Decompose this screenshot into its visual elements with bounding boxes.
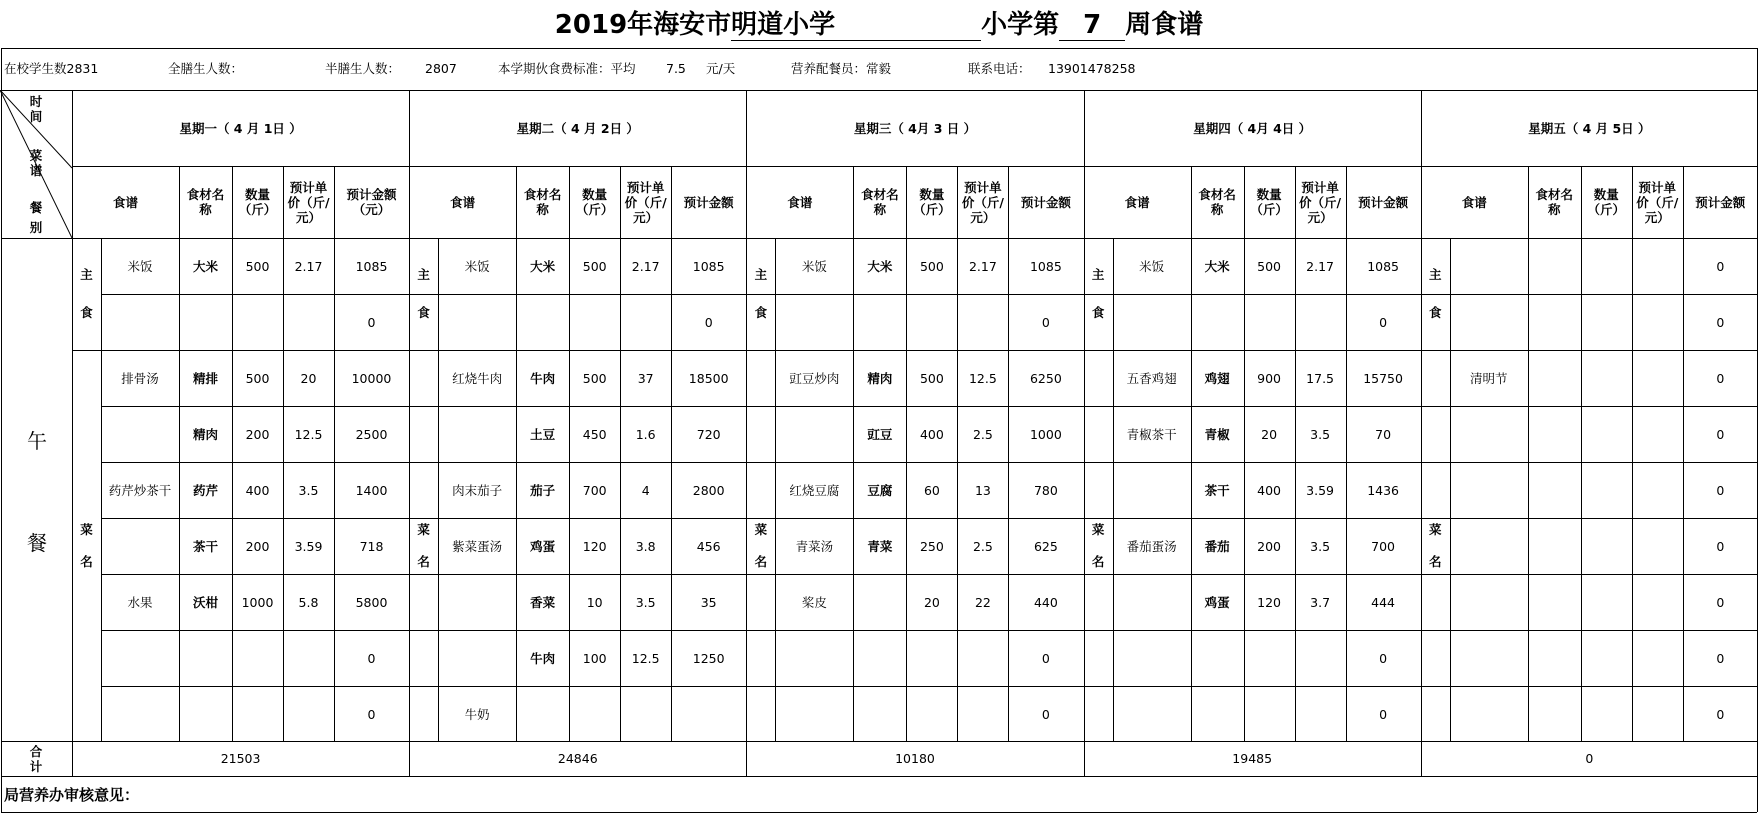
dish-quantity-cell: 1000 bbox=[241, 594, 274, 610]
dish-quantity-cell bbox=[1581, 462, 1632, 518]
dish-ingredient-cell: 精排 bbox=[192, 370, 218, 386]
staple-label: 主食 bbox=[80, 267, 93, 320]
dish-amount-cell: 0 bbox=[1716, 482, 1725, 498]
dish-amount-cell: 1400 bbox=[355, 482, 388, 498]
dish-amount-cell: 444 bbox=[1371, 594, 1396, 610]
dish-ingredient-cell: 茶干 bbox=[1204, 482, 1230, 498]
dish-ingredient-cell: 豆腐 bbox=[867, 482, 893, 498]
dish-unit-price-cell bbox=[1632, 518, 1683, 574]
dish-unit-price-cell: 3.59 bbox=[294, 538, 323, 554]
dish-unit-price-cell bbox=[1632, 462, 1683, 518]
dish-recipe-cell: 五香鸡翅 bbox=[1126, 370, 1177, 386]
staple-label: 主食 bbox=[754, 267, 768, 320]
full-meal-count: 全膳生人数： bbox=[168, 61, 244, 76]
dish-quantity-cell: 400 bbox=[245, 482, 270, 498]
corner-meal-label: 餐别 bbox=[29, 200, 43, 235]
dish-amount-cell: 1250 bbox=[692, 650, 725, 666]
dish-recipe-cell bbox=[1113, 574, 1191, 630]
amount-header: 预计金额 bbox=[1358, 194, 1409, 210]
staple-ingredient-cell bbox=[179, 294, 232, 350]
dish-amount-cell: 35 bbox=[700, 594, 717, 610]
dish-quantity-cell bbox=[1581, 630, 1632, 686]
dish-ingredient-cell: 豇豆 bbox=[867, 426, 893, 442]
dish-unit-price-cell: 3.5 bbox=[298, 482, 319, 498]
dish-unit-price-cell: 3.8 bbox=[635, 538, 656, 554]
dish-quantity-cell: 120 bbox=[582, 538, 607, 554]
staple-recipe-cell: 米饭 bbox=[1139, 258, 1165, 274]
dish-recipe-cell bbox=[438, 406, 516, 462]
dish-unit-price-cell: 22 bbox=[974, 594, 991, 610]
nutrition-staff: 营养配餐员：常毅 bbox=[791, 61, 892, 76]
dish-quantity-cell bbox=[569, 686, 620, 742]
dish-ingredient-cell bbox=[1528, 462, 1581, 518]
dish-amount-cell: 0 bbox=[1379, 650, 1388, 666]
staple-quantity-cell: 500 bbox=[245, 258, 270, 274]
dish-amount-cell: 720 bbox=[696, 426, 721, 442]
day-header: 星期四（ 4月 4日 ） bbox=[1193, 120, 1312, 136]
dish-unit-price-cell: 13 bbox=[974, 482, 991, 498]
dish-ingredient-cell: 鸡翅 bbox=[1204, 370, 1230, 386]
staple-ingredient-cell bbox=[1528, 294, 1581, 350]
dish-quantity-cell bbox=[906, 686, 957, 742]
dish-amount-cell: 0 bbox=[1716, 706, 1725, 722]
dish-recipe-cell bbox=[1113, 462, 1191, 518]
staple-ingredient-cell: 大米 bbox=[192, 258, 218, 274]
dish-quantity-cell: 200 bbox=[1257, 538, 1282, 554]
dish-recipe-cell: 青菜汤 bbox=[795, 538, 834, 554]
unit-price-header: 预计单价（斤/元） bbox=[1636, 179, 1679, 225]
staple-recipe-cell bbox=[1450, 238, 1528, 294]
dish-label: 菜名 bbox=[1429, 522, 1442, 569]
half-meal-label: 半膳生人数： bbox=[325, 61, 401, 76]
dish-recipe-cell: 桨皮 bbox=[801, 594, 827, 610]
title-week: 7 bbox=[1059, 10, 1125, 41]
staple-quantity-cell: 500 bbox=[1257, 258, 1282, 274]
dish-ingredient-cell bbox=[1528, 630, 1581, 686]
dish-quantity-cell bbox=[906, 630, 957, 686]
day-total-value: 10180 bbox=[895, 751, 935, 766]
dish-ingredient-cell: 香菜 bbox=[530, 594, 556, 610]
staple-label: 主食 bbox=[1091, 267, 1105, 320]
meal-label-meal: 餐 bbox=[27, 531, 47, 555]
dish-ingredient-cell: 药芹 bbox=[192, 482, 218, 498]
staple-unit-price-cell bbox=[283, 294, 334, 350]
staple-amount-cell: 0 bbox=[704, 314, 713, 330]
staple-label: 主食 bbox=[417, 267, 430, 320]
dish-unit-price-cell: 3.5 bbox=[1310, 426, 1331, 442]
dish-unit-price-cell bbox=[1632, 350, 1683, 406]
dish-ingredient-cell bbox=[1191, 630, 1244, 686]
dish-recipe-cell bbox=[775, 686, 853, 742]
staple-ingredient-cell bbox=[516, 294, 569, 350]
dish-recipe-cell: 豇豆炒肉 bbox=[789, 370, 840, 386]
dish-ingredient-cell bbox=[1191, 686, 1244, 742]
dish-amount-cell: 0 bbox=[1716, 538, 1725, 554]
title-prefix: 2019年海安市 bbox=[554, 10, 732, 40]
dish-unit-price-cell bbox=[957, 686, 1008, 742]
dish-amount-cell: 625 bbox=[1033, 538, 1058, 554]
dish-label: 菜名 bbox=[1091, 522, 1105, 569]
dish-amount-cell: 15750 bbox=[1363, 370, 1403, 386]
dish-ingredient-cell: 茄子 bbox=[530, 482, 556, 498]
staple-recipe-cell bbox=[1450, 294, 1528, 350]
staple-label: 主食 bbox=[1429, 267, 1442, 320]
amount-header: 预计金额 bbox=[1020, 194, 1071, 210]
dish-amount-cell bbox=[671, 686, 746, 742]
dish-recipe-cell bbox=[438, 574, 516, 630]
dish-unit-price-cell bbox=[1632, 686, 1683, 742]
fee-standard-label: 本学期伙食费标准：平均 bbox=[498, 61, 636, 76]
phone-number: 13901478258 bbox=[1048, 61, 1136, 76]
dish-unit-price-cell bbox=[620, 686, 671, 742]
corner-time-label: 时间 bbox=[29, 94, 43, 124]
dish-amount-cell: 2500 bbox=[355, 426, 388, 442]
recipe-header: 食谱 bbox=[1461, 194, 1487, 210]
dish-amount-cell: 0 bbox=[1716, 650, 1725, 666]
dish-ingredient-cell bbox=[179, 686, 232, 742]
dish-unit-price-cell bbox=[1295, 686, 1346, 742]
dish-ingredient-cell: 沃柑 bbox=[192, 594, 218, 610]
dish-recipe-cell bbox=[1113, 630, 1191, 686]
staple-amount-cell: 0 bbox=[1716, 314, 1725, 330]
ingredient-header: 食材名称 bbox=[186, 187, 225, 217]
dish-label: 菜名 bbox=[417, 522, 430, 569]
dish-quantity-cell: 450 bbox=[582, 426, 607, 442]
staple-recipe-cell bbox=[775, 294, 853, 350]
dish-unit-price-cell: 3.5 bbox=[1310, 538, 1331, 554]
day-header: 星期五（ 4 月 5日 ） bbox=[1528, 120, 1651, 136]
staple-ingredient-cell bbox=[853, 294, 906, 350]
dish-ingredient-cell: 青椒 bbox=[1204, 426, 1230, 442]
dish-amount-cell: 18500 bbox=[688, 370, 729, 386]
dish-ingredient-cell: 茶干 bbox=[192, 538, 218, 554]
dish-quantity-cell: 500 bbox=[245, 370, 270, 386]
dish-unit-price-cell: 2.5 bbox=[972, 426, 993, 442]
dish-recipe-cell bbox=[775, 630, 853, 686]
day-total-value: 21503 bbox=[220, 751, 261, 766]
dish-recipe-cell bbox=[1450, 630, 1528, 686]
staple-quantity-cell bbox=[906, 294, 957, 350]
staple-ingredient-cell bbox=[1191, 294, 1244, 350]
quantity-header: 数量（斤） bbox=[1250, 187, 1288, 217]
dish-unit-price-cell: 12.5 bbox=[631, 650, 660, 666]
border-top-info bbox=[1, 48, 1757, 49]
dish-amount-cell: 1436 bbox=[1367, 482, 1399, 498]
review-label: 局营养办审核意见： bbox=[4, 786, 140, 804]
staple-amount-cell: 0 bbox=[1716, 258, 1725, 274]
dish-ingredient-cell bbox=[516, 686, 569, 742]
dish-ingredient-cell: 鸡蛋 bbox=[530, 538, 556, 554]
dish-label: 菜名 bbox=[80, 522, 93, 569]
staple-quantity-cell: 500 bbox=[919, 258, 944, 274]
staple-recipe-cell bbox=[1113, 294, 1191, 350]
staple-quantity-cell bbox=[569, 294, 620, 350]
staple-unit-price-cell: 2.17 bbox=[631, 258, 660, 274]
day-total-value: 19485 bbox=[1232, 751, 1273, 766]
dish-recipe-cell: 青椒茶干 bbox=[1126, 426, 1177, 442]
dish-quantity-cell: 200 bbox=[245, 426, 270, 442]
dish-amount-cell: 700 bbox=[1371, 538, 1396, 554]
staple-quantity-cell bbox=[1244, 294, 1295, 350]
dish-quantity-cell bbox=[232, 630, 283, 686]
dish-amount-cell: 0 bbox=[1716, 594, 1725, 610]
dish-recipe-cell: 红烧牛肉 bbox=[452, 370, 503, 386]
staple-quantity-cell bbox=[1581, 238, 1632, 294]
dish-quantity-cell: 20 bbox=[1261, 426, 1278, 442]
border-left bbox=[1, 48, 2, 812]
staple-unit-price-cell bbox=[957, 294, 1008, 350]
dish-quantity-cell bbox=[1581, 574, 1632, 630]
dish-amount-cell: 0 bbox=[1716, 370, 1725, 386]
staple-amount-cell: 1085 bbox=[692, 258, 725, 274]
dish-recipe-cell bbox=[1450, 462, 1528, 518]
dish-recipe-cell: 水果 bbox=[127, 594, 153, 610]
amount-header: 预计金额 bbox=[1695, 194, 1746, 210]
dish-unit-price-cell: 37 bbox=[637, 370, 654, 386]
dish-quantity-cell bbox=[232, 686, 283, 742]
quantity-header: 数量（斤） bbox=[913, 187, 951, 217]
staple-ingredient-cell: 大米 bbox=[867, 258, 893, 274]
staple-amount-cell: 0 bbox=[1379, 314, 1388, 330]
dish-amount-cell: 0 bbox=[1716, 426, 1725, 442]
dish-quantity-cell: 500 bbox=[582, 370, 607, 386]
quantity-header: 数量（斤） bbox=[238, 187, 277, 217]
dish-unit-price-cell: 20 bbox=[300, 370, 317, 386]
dish-amount-cell: 0 bbox=[367, 706, 376, 722]
dish-quantity-cell: 700 bbox=[582, 482, 607, 498]
dish-unit-price-cell: 3.7 bbox=[1310, 594, 1331, 610]
staple-recipe-cell: 米饭 bbox=[464, 258, 490, 274]
staple-amount-cell: 1085 bbox=[1029, 258, 1062, 274]
dish-quantity-cell bbox=[1581, 518, 1632, 574]
dish-ingredient-cell: 精肉 bbox=[867, 370, 893, 386]
dish-amount-cell: 6250 bbox=[1029, 370, 1062, 386]
day-total-value: 24846 bbox=[557, 751, 598, 766]
dish-amount-cell: 70 bbox=[1375, 426, 1392, 442]
title-suffix: 周食谱 bbox=[1125, 10, 1204, 40]
staple-unit-price-cell: 2.17 bbox=[968, 258, 997, 274]
staple-ingredient-cell bbox=[1528, 238, 1581, 294]
amount-header: 预计金额 bbox=[683, 194, 734, 210]
recipe-header: 食谱 bbox=[112, 194, 138, 210]
staple-quantity-cell: 500 bbox=[582, 258, 607, 274]
dish-quantity-cell: 900 bbox=[1257, 370, 1282, 386]
staple-recipe-cell bbox=[438, 294, 516, 350]
dish-unit-price-cell: 3.59 bbox=[1306, 482, 1335, 498]
dish-amount-cell: 456 bbox=[696, 538, 721, 554]
dish-recipe-cell bbox=[438, 630, 516, 686]
dish-quantity-cell: 400 bbox=[919, 426, 944, 442]
dish-ingredient-cell bbox=[853, 686, 906, 742]
dish-recipe-cell bbox=[101, 406, 179, 462]
dish-ingredient-cell bbox=[179, 630, 232, 686]
dish-quantity-cell bbox=[1581, 406, 1632, 462]
dish-unit-price-cell: 17.5 bbox=[1306, 370, 1335, 386]
dish-recipe-cell bbox=[1450, 518, 1528, 574]
half-meal-value: 2807 bbox=[425, 61, 457, 76]
dish-recipe-cell bbox=[775, 406, 853, 462]
dish-quantity-cell bbox=[1581, 350, 1632, 406]
staple-quantity-cell bbox=[232, 294, 283, 350]
dish-quantity-cell: 20 bbox=[923, 594, 940, 610]
dish-amount-cell: 440 bbox=[1033, 594, 1058, 610]
dish-quantity-cell: 120 bbox=[1257, 594, 1282, 610]
dish-ingredient-cell bbox=[1528, 574, 1581, 630]
dish-ingredient-cell bbox=[1528, 350, 1581, 406]
dish-ingredient-cell bbox=[1528, 518, 1581, 574]
amount-header: 预计金额（元） bbox=[346, 187, 397, 217]
dish-unit-price-cell bbox=[283, 686, 334, 742]
dish-quantity-cell bbox=[1581, 686, 1632, 742]
dish-amount-cell: 0 bbox=[1379, 706, 1388, 722]
staple-amount-cell: 0 bbox=[1041, 314, 1050, 330]
dish-quantity-cell bbox=[1244, 630, 1295, 686]
dish-recipe-cell: 药芹炒茶干 bbox=[108, 482, 172, 498]
dish-ingredient-cell: 精肉 bbox=[192, 426, 218, 442]
ingredient-header: 食材名称 bbox=[523, 187, 562, 217]
dish-unit-price-cell: 3.5 bbox=[635, 594, 656, 610]
dish-recipe-cell: 清明节 bbox=[1470, 370, 1508, 386]
dish-ingredient-cell bbox=[1528, 686, 1581, 742]
dish-ingredient-cell: 番茄 bbox=[1204, 538, 1230, 554]
staple-recipe-cell: 米饭 bbox=[127, 258, 153, 274]
dish-unit-price-cell bbox=[1295, 630, 1346, 686]
dish-unit-price-cell: 12.5 bbox=[968, 370, 997, 386]
recipe-header: 食谱 bbox=[450, 194, 476, 210]
dish-unit-price-cell bbox=[957, 630, 1008, 686]
staple-unit-price-cell bbox=[1632, 294, 1683, 350]
dish-amount-cell: 10000 bbox=[351, 370, 392, 386]
staple-amount-cell: 1085 bbox=[355, 258, 388, 274]
day-header: 星期一（ 4 月 1日 ） bbox=[179, 120, 302, 136]
dish-unit-price-cell: 5.8 bbox=[298, 594, 319, 610]
unit-price-header: 预计单价（斤/元） bbox=[624, 179, 667, 225]
ingredient-header: 食材名称 bbox=[1535, 187, 1574, 217]
staple-ingredient-cell: 大米 bbox=[530, 258, 556, 274]
dish-unit-price-cell bbox=[1632, 630, 1683, 686]
dish-recipe-cell: 番茄蛋汤 bbox=[1126, 538, 1177, 554]
dish-recipe-cell bbox=[1450, 574, 1528, 630]
dish-unit-price-cell: 12.5 bbox=[294, 426, 323, 442]
unit-price-header: 预计单价（斤/元） bbox=[287, 179, 330, 225]
day-total-value: 0 bbox=[1585, 751, 1594, 766]
dish-unit-price-cell bbox=[1632, 406, 1683, 462]
title-middle: 小学第 bbox=[981, 10, 1060, 40]
dish-ingredient-cell: 鸡蛋 bbox=[1204, 594, 1230, 610]
staple-recipe-cell bbox=[101, 294, 179, 350]
page-title bbox=[0, 6, 1758, 44]
dish-ingredient-cell bbox=[853, 574, 906, 630]
dish-quantity-cell bbox=[1244, 686, 1295, 742]
day-header: 星期二（ 4 月 2日 ） bbox=[516, 120, 639, 136]
student-count: 在校学生数2831 bbox=[4, 61, 99, 76]
unit-price-header: 预计单价（斤/元） bbox=[1299, 179, 1342, 225]
staple-amount-cell: 1085 bbox=[1367, 258, 1399, 274]
dish-recipe-cell bbox=[101, 686, 179, 742]
staple-unit-price-cell: 2.17 bbox=[1306, 258, 1335, 274]
dish-quantity-cell: 500 bbox=[919, 370, 944, 386]
staple-unit-price-cell bbox=[1632, 238, 1683, 294]
ingredient-header: 食材名称 bbox=[861, 187, 899, 217]
dish-recipe-cell: 紫菜蛋汤 bbox=[452, 538, 503, 554]
dish-quantity-cell: 10 bbox=[586, 594, 603, 610]
staple-unit-price-cell: 2.17 bbox=[294, 258, 323, 274]
dish-quantity-cell: 250 bbox=[919, 538, 944, 554]
staple-ingredient-cell: 大米 bbox=[1204, 258, 1230, 274]
dish-ingredient-cell: 牛肉 bbox=[530, 650, 556, 666]
dish-amount-cell: 0 bbox=[1041, 650, 1050, 666]
dish-amount-cell: 718 bbox=[359, 538, 384, 554]
quantity-header: 数量（斤） bbox=[1587, 187, 1626, 217]
total-label: 合计 bbox=[29, 744, 43, 774]
dish-amount-cell: 0 bbox=[367, 650, 376, 666]
dish-recipe-cell bbox=[101, 518, 179, 574]
dish-quantity-cell: 400 bbox=[1257, 482, 1282, 498]
dish-unit-price-cell: 4 bbox=[641, 482, 650, 498]
dish-recipe-cell: 肉末茄子 bbox=[452, 482, 503, 498]
dish-unit-price-cell: 1.6 bbox=[635, 426, 656, 442]
dish-ingredient-cell bbox=[1528, 406, 1581, 462]
staple-unit-price-cell bbox=[1295, 294, 1346, 350]
phone-label: 联系电话： bbox=[968, 61, 1031, 76]
recipe-header: 食谱 bbox=[1124, 194, 1150, 210]
fee-standard-unit: 元/天 bbox=[706, 61, 736, 76]
dish-unit-price-cell bbox=[283, 630, 334, 686]
dish-label: 菜名 bbox=[754, 522, 768, 569]
dish-ingredient-cell: 牛肉 bbox=[530, 370, 556, 386]
border-total-bottom bbox=[1, 776, 1757, 777]
recipe-header: 食谱 bbox=[787, 194, 813, 210]
meal-label-noon: 午 bbox=[27, 429, 47, 453]
dish-ingredient-cell: 土豆 bbox=[530, 426, 556, 442]
dish-unit-price-cell bbox=[1632, 574, 1683, 630]
dish-unit-price-cell: 2.5 bbox=[972, 538, 993, 554]
dish-amount-cell: 780 bbox=[1033, 482, 1058, 498]
fee-standard-value: 7.5 bbox=[666, 61, 686, 76]
dish-amount-cell: 1000 bbox=[1029, 426, 1062, 442]
dish-recipe-cell: 排骨汤 bbox=[121, 370, 159, 386]
dish-recipe-cell bbox=[1450, 686, 1528, 742]
dish-quantity-cell: 100 bbox=[582, 650, 607, 666]
title-school: 明道小学 bbox=[731, 10, 981, 41]
dish-amount-cell: 2800 bbox=[692, 482, 725, 498]
dish-quantity-cell: 60 bbox=[923, 482, 940, 498]
day-header: 星期三（ 4月 3 日 ） bbox=[853, 120, 977, 136]
staple-unit-price-cell bbox=[620, 294, 671, 350]
dish-recipe-cell: 牛奶 bbox=[464, 706, 490, 722]
dish-quantity-cell: 200 bbox=[245, 538, 270, 554]
staple-quantity-cell bbox=[1581, 294, 1632, 350]
staple-amount-cell: 0 bbox=[367, 314, 376, 330]
dish-recipe-cell bbox=[1450, 406, 1528, 462]
dish-amount-cell: 0 bbox=[1041, 706, 1050, 722]
unit-price-header: 预计单价（斤/元） bbox=[961, 179, 1004, 225]
ingredient-header: 食材名称 bbox=[1198, 187, 1236, 217]
dish-recipe-cell bbox=[101, 630, 179, 686]
dish-ingredient-cell bbox=[853, 630, 906, 686]
corner-menu-label: 菜谱 bbox=[29, 148, 43, 178]
dish-recipe-cell: 红烧豆腐 bbox=[789, 482, 840, 498]
staple-recipe-cell: 米饭 bbox=[801, 258, 827, 274]
dish-ingredient-cell: 青菜 bbox=[867, 538, 893, 554]
quantity-header: 数量（斤） bbox=[575, 187, 614, 217]
dish-recipe-cell bbox=[1113, 686, 1191, 742]
dish-amount-cell: 5800 bbox=[355, 594, 388, 610]
